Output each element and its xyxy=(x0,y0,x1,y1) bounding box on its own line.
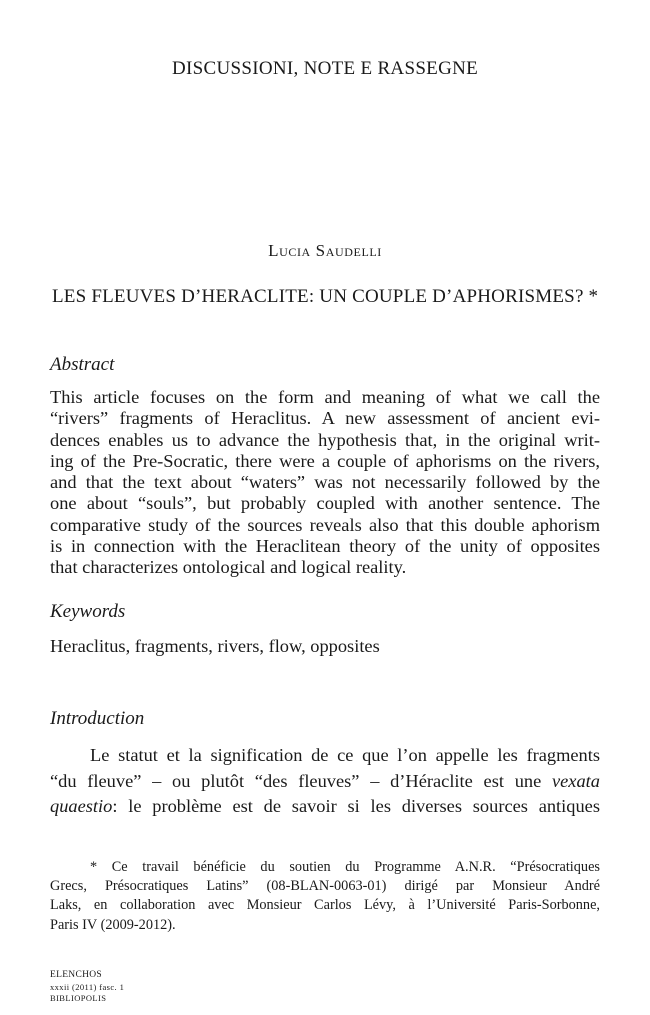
introduction-line xyxy=(50,769,600,795)
introduction-text: : le problème est de savoir si les diverses sources antiques xyxy=(112,796,600,816)
abstract-heading: Abstract xyxy=(50,354,115,375)
abstract-line: “rivers” fragments of Heraclitus. A new assessment of ancient evi- xyxy=(50,408,600,429)
abstract-line: ing of the Pre-Socratic, there were a couple of aphorisms on the rivers, xyxy=(50,450,600,471)
abstract-line: one about “souls”, but probably coupled with another sentence. The xyxy=(50,493,600,514)
abstract-line: that characterizes ontological and logical reality. xyxy=(50,557,407,578)
article-title: LES FLEUVES D’HERACLITE: UN COUPLE D’APHORISMES? * xyxy=(52,286,599,307)
journal-name: ELENCHOS xyxy=(50,970,103,980)
abstract-line: comparative study of the sources reveals also that this double aphorism xyxy=(50,514,600,535)
introduction-line: Le statut et la signification de ce que l’on appelle les fragments xyxy=(90,745,600,765)
footnote-line: Laks, en collaboration avec Monsieur Carlos Lévy, à l’Université Paris-Sorbonne, xyxy=(50,897,600,914)
latin-phrase: vexata xyxy=(551,770,600,791)
introduction-body xyxy=(50,743,600,820)
abstract-body xyxy=(50,387,600,579)
article-author: Lucia Saudelli xyxy=(268,241,382,260)
abstract-line: dences enables us to advance the hypothesis that, in the original writ- xyxy=(50,429,600,450)
footnote-line: Paris IV (2009-2012). xyxy=(50,916,176,933)
introduction-text: “du fleuve” – ou plutôt “des fleuves” – d’Héraclite est une xyxy=(50,770,542,791)
abstract-line: and that the text about “waters” was not necessarily followed by the xyxy=(50,472,600,493)
running-section-header: DISCUSSIONI, NOTE E RASSEGNE xyxy=(171,58,479,79)
journal-imprint xyxy=(50,970,124,1005)
footnote-line: * Ce travail bénéficie du soutien du Programme A.N.R. “Présocratiques xyxy=(90,859,600,875)
abstract-line: This article focuses on the form and meaning of what we call the xyxy=(50,387,600,407)
keywords-line: Heraclitus, fragments, rivers, flow, opposites xyxy=(50,636,380,656)
introduction-heading: Introduction xyxy=(50,708,145,729)
keywords-list xyxy=(50,636,600,657)
abstract-line: is in connection with the Heraclitean theory of the unity of opposites xyxy=(50,536,600,557)
journal-issue: xxxii (2011) fasc. 1 xyxy=(50,981,125,992)
latin-phrase: quaestio xyxy=(50,796,113,816)
keywords-heading: Keywords xyxy=(50,601,126,622)
footnote xyxy=(50,858,600,935)
introduction-line xyxy=(50,794,600,820)
footnote-line: Grecs, Présocratiques Latins” (08-BLAN-0063-01) dirigé par Monsieur André xyxy=(50,878,600,895)
publisher-name: BIBLIOPOLIS xyxy=(50,993,107,1003)
